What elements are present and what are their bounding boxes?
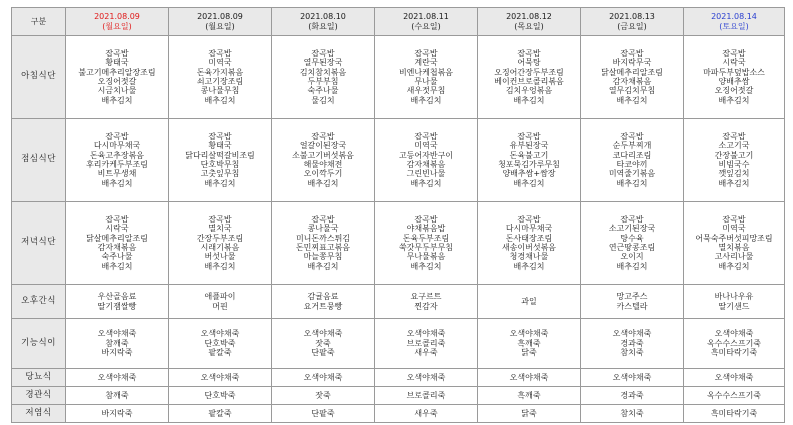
menu-item: 닭살메추리알조림 bbox=[86, 233, 148, 243]
menu-item: 배추김치 bbox=[410, 95, 442, 105]
menu-item: 멸치국 bbox=[208, 224, 232, 234]
menu-cell bbox=[684, 405, 785, 423]
menu-item: 소불고기버섯볶음 bbox=[292, 150, 354, 160]
meal-row bbox=[12, 369, 785, 387]
menu-item: 닭살메추리알조림 bbox=[601, 67, 663, 77]
menu-item: 잡곡밥 bbox=[105, 131, 129, 141]
menu-item: 흑깨죽 bbox=[517, 338, 541, 348]
menu-item: 감귤음료 bbox=[307, 292, 339, 302]
menu-item: 잡곡밥 bbox=[620, 48, 644, 58]
menu-item: 숙주나물 bbox=[307, 86, 339, 96]
day-weekday: (목요일) bbox=[514, 21, 544, 31]
menu-cell bbox=[169, 202, 272, 285]
menu-item: 배추김치 bbox=[204, 178, 236, 188]
corner-header: 구분 bbox=[12, 8, 66, 36]
menu-item: 어묵탕 bbox=[517, 58, 541, 68]
menu-cell bbox=[66, 405, 169, 423]
menu-item: 미니돈까스튀김 bbox=[295, 233, 351, 243]
menu-cell bbox=[169, 36, 272, 119]
menu-item: 비엔나케첩볶음 bbox=[398, 67, 454, 77]
menu-item: 흑미타락기죽 bbox=[710, 348, 758, 358]
menu-cell bbox=[478, 387, 581, 405]
menu-item: 무나물 bbox=[414, 77, 438, 86]
meal-row bbox=[12, 119, 785, 202]
menu-item: 오색야채죽 bbox=[97, 372, 137, 382]
menu-cell bbox=[272, 285, 375, 319]
menu-item: 배추김치 bbox=[513, 95, 545, 105]
menu-item: 코다리조림 bbox=[612, 150, 652, 160]
menu-item: 잡곡밥 bbox=[722, 214, 746, 224]
meal-type-label: 경관식 bbox=[12, 387, 66, 405]
meal-row bbox=[12, 405, 785, 423]
menu-cell bbox=[684, 36, 785, 119]
menu-cell bbox=[478, 319, 581, 369]
menu-cell bbox=[684, 119, 785, 202]
menu-item: 미역줄기볶음 bbox=[608, 169, 656, 179]
menu-item: 오징어젓갈 bbox=[97, 77, 137, 86]
menu-item: 잣죽 bbox=[315, 338, 331, 348]
menu-cell bbox=[581, 119, 684, 202]
menu-item: 마늘쫑무침 bbox=[303, 252, 343, 262]
menu-item: 소고기된장국 bbox=[608, 224, 656, 234]
menu-item: 잡곡밥 bbox=[208, 48, 232, 58]
day-weekday: (금요일) bbox=[617, 21, 647, 31]
menu-cell bbox=[478, 285, 581, 319]
menu-item: 배추김치 bbox=[101, 178, 133, 188]
menu-item: 새우죽 bbox=[414, 408, 438, 418]
menu-item: 콩나물무침 bbox=[200, 86, 240, 96]
menu-item: 오색야채죽 bbox=[714, 372, 754, 382]
menu-item: 바지락죽 bbox=[101, 408, 133, 418]
menu-item: 탕수육 bbox=[620, 233, 644, 243]
menu-item: 후리카케두부조림 bbox=[86, 160, 148, 169]
menu-item: 잡곡밥 bbox=[517, 131, 541, 141]
menu-item: 황태국 bbox=[208, 141, 232, 151]
day-weekday: (월요일) bbox=[102, 21, 132, 31]
menu-item: 배추김치 bbox=[204, 261, 236, 271]
menu-item: 배추김치 bbox=[718, 95, 750, 105]
menu-item: 흑미타락기죽 bbox=[710, 408, 758, 418]
menu-cell bbox=[478, 405, 581, 423]
day-date: 2021.08.11 bbox=[403, 11, 449, 21]
menu-item: 잡곡밥 bbox=[414, 214, 438, 224]
menu-item: 배추김치 bbox=[410, 261, 442, 271]
menu-item: 쑥갓무두부무침 bbox=[398, 243, 454, 252]
menu-cell bbox=[66, 119, 169, 202]
menu-cell bbox=[684, 319, 785, 369]
menu-item: 새송이버섯볶음 bbox=[501, 243, 557, 252]
menu-item: 마파두부덮밥소스 bbox=[703, 67, 765, 77]
menu-item: 오색야채죽 bbox=[406, 329, 446, 339]
menu-item: 오색야채죽 bbox=[612, 372, 652, 382]
menu-item: 잡곡밥 bbox=[722, 48, 746, 58]
menu-cell bbox=[272, 319, 375, 369]
menu-item: 배추김치 bbox=[718, 178, 750, 188]
menu-cell bbox=[684, 202, 785, 285]
menu-item: 경과죽 bbox=[620, 338, 644, 348]
menu-item: 다시마무채국 bbox=[93, 141, 141, 151]
menu-cell bbox=[169, 119, 272, 202]
menu-item: 배추김치 bbox=[101, 95, 133, 105]
menu-cell bbox=[66, 319, 169, 369]
menu-item: 베이컨브로콜리볶음 bbox=[494, 77, 564, 86]
menu-cell bbox=[66, 285, 169, 319]
menu-item: 황태국 bbox=[105, 58, 129, 68]
menu-cell bbox=[169, 387, 272, 405]
menu-item: 단팥죽 bbox=[311, 408, 335, 418]
menu-item: 콩나물국 bbox=[307, 224, 339, 234]
menu-item: 참깨죽 bbox=[105, 338, 129, 348]
menu-item: 열무된장국 bbox=[303, 58, 343, 68]
menu-cell bbox=[581, 369, 684, 387]
menu-cell bbox=[66, 202, 169, 285]
menu-item: 잡곡밥 bbox=[722, 131, 746, 141]
menu-item: 배추김치 bbox=[616, 261, 648, 271]
menu-cell bbox=[581, 202, 684, 285]
menu-item: 팥칼죽 bbox=[208, 408, 232, 418]
menu-cell bbox=[478, 119, 581, 202]
menu-cell bbox=[169, 369, 272, 387]
menu-item: 양배추쌈 bbox=[718, 77, 750, 86]
meal-row bbox=[12, 387, 785, 405]
menu-item: 고등어자반구이 bbox=[398, 150, 454, 160]
menu-item: 잡곡밥 bbox=[414, 131, 438, 141]
menu-item: 돈사태장조림 bbox=[505, 233, 553, 243]
menu-item: 비빔국수 bbox=[718, 160, 750, 169]
day-date: 2021.08.10 bbox=[300, 11, 346, 21]
menu-item: 새우젓무침 bbox=[406, 86, 446, 96]
menu-item: 양배추쌈+쌈장 bbox=[502, 169, 556, 179]
menu-cell bbox=[581, 387, 684, 405]
meal-type-label: 오후간식 bbox=[12, 285, 66, 319]
menu-item: 새우죽 bbox=[414, 348, 438, 358]
menu-item: 잡곡밥 bbox=[208, 214, 232, 224]
menu-cell bbox=[169, 285, 272, 319]
menu-item: 오이깍두기 bbox=[303, 169, 343, 179]
menu-item: 딸기잼쌀빵 bbox=[97, 301, 137, 311]
menu-item: 계란국 bbox=[414, 58, 438, 68]
menu-cell bbox=[66, 387, 169, 405]
menu-item: 바지락죽 bbox=[101, 348, 133, 358]
menu-item: 오색야채죽 bbox=[200, 329, 240, 339]
menu-item: 어묵숙주버섯피망조림 bbox=[695, 233, 773, 243]
menu-cell bbox=[272, 36, 375, 119]
menu-item: 잡곡밥 bbox=[517, 48, 541, 58]
menu-item: 다시마무채국 bbox=[505, 224, 553, 234]
menu-cell bbox=[684, 369, 785, 387]
menu-cell bbox=[272, 119, 375, 202]
menu-cell bbox=[375, 119, 478, 202]
menu-cell bbox=[375, 387, 478, 405]
menu-item: 우산골음료 bbox=[97, 292, 137, 302]
menu-cell bbox=[66, 369, 169, 387]
day-header-7 bbox=[684, 8, 785, 36]
menu-item: 팥칼죽 bbox=[208, 348, 232, 358]
menu-item: 배추김치 bbox=[718, 261, 750, 271]
menu-cell bbox=[375, 285, 478, 319]
day-weekday: (토요일) bbox=[719, 21, 749, 31]
menu-item: 딸기샌드 bbox=[718, 301, 750, 311]
menu-item: 브로콜리죽 bbox=[406, 338, 446, 348]
menu-item: 단호박죽 bbox=[204, 338, 236, 348]
menu-cell bbox=[272, 387, 375, 405]
menu-item: 단팥죽 bbox=[311, 348, 335, 358]
menu-item: 망고주스 bbox=[616, 292, 648, 302]
day-header-2 bbox=[169, 8, 272, 36]
menu-item: 오이지 bbox=[620, 252, 644, 262]
menu-item: 잡곡밥 bbox=[105, 48, 129, 58]
meal-row bbox=[12, 319, 785, 369]
menu-item: 불고기메추리알장조림 bbox=[78, 67, 156, 77]
menu-cell bbox=[272, 405, 375, 423]
day-weekday: (월요일) bbox=[205, 21, 235, 31]
menu-item: 고사리나물 bbox=[714, 252, 754, 262]
menu-cell bbox=[375, 36, 478, 119]
menu-item: 얼갈이된장국 bbox=[299, 141, 347, 151]
meal-type-label: 점심식단 bbox=[12, 119, 66, 202]
menu-item: 닭죽 bbox=[521, 348, 537, 358]
menu-item: 잡곡밥 bbox=[311, 48, 335, 58]
menu-item: 무나물볶음 bbox=[406, 252, 446, 262]
menu-item: 돈육가지볶음 bbox=[196, 67, 244, 77]
menu-item: 청포묵김가루무침 bbox=[498, 160, 560, 169]
meal-type-label: 당뇨식 bbox=[12, 369, 66, 387]
menu-item: 소고기국 bbox=[718, 141, 750, 151]
menu-item: 잡곡밥 bbox=[620, 214, 644, 224]
menu-table-wrapper bbox=[11, 7, 785, 423]
menu-item: 단호박무침 bbox=[200, 160, 240, 169]
menu-cell bbox=[478, 202, 581, 285]
menu-item: 두부부침 bbox=[307, 77, 339, 86]
day-date: 2021.08.09 bbox=[197, 11, 243, 21]
menu-item: 그린빈나물 bbox=[406, 169, 446, 179]
menu-item: 잡곡밥 bbox=[311, 131, 335, 141]
menu-item: 오색야채죽 bbox=[97, 329, 137, 339]
menu-item: 머핀 bbox=[212, 301, 228, 311]
menu-item: 잡곡밥 bbox=[620, 131, 644, 141]
menu-cell bbox=[375, 369, 478, 387]
menu-item: 오색야채죽 bbox=[200, 372, 240, 382]
day-header-1 bbox=[66, 8, 169, 36]
menu-item: 시래기볶음 bbox=[200, 243, 240, 252]
menu-item: 미역국 bbox=[208, 58, 232, 68]
menu-item: 찐감자 bbox=[414, 301, 438, 311]
menu-cell bbox=[272, 369, 375, 387]
day-weekday: (수요일) bbox=[411, 21, 441, 31]
menu-cell bbox=[169, 319, 272, 369]
day-date: 2021.08.14 bbox=[711, 11, 757, 21]
menu-item: 멸치볶음 bbox=[718, 243, 750, 252]
menu-item: 시락국 bbox=[105, 224, 129, 234]
meal-row bbox=[12, 36, 785, 119]
menu-item: 배추김치 bbox=[513, 261, 545, 271]
menu-item: 오색야채죽 bbox=[509, 329, 549, 339]
menu-cell bbox=[375, 405, 478, 423]
menu-cell bbox=[272, 202, 375, 285]
menu-item: 단호박죽 bbox=[204, 390, 236, 400]
menu-item: 해물야채전 bbox=[303, 160, 343, 169]
menu-cell bbox=[478, 36, 581, 119]
menu-item: 배추김치 bbox=[513, 178, 545, 188]
menu-item: 브로콜리죽 bbox=[406, 390, 446, 400]
menu-item: 비트무생채 bbox=[97, 169, 137, 179]
menu-item: 바나나우유 bbox=[714, 292, 754, 302]
menu-item: 오색야채죽 bbox=[509, 372, 549, 382]
menu-item: 닭죽 bbox=[521, 408, 537, 418]
menu-item: 김치참치볶음 bbox=[299, 67, 347, 77]
menu-cell bbox=[478, 369, 581, 387]
menu-item: 요거트뭉빵 bbox=[303, 301, 343, 311]
menu-item: 물김치 bbox=[311, 95, 335, 105]
menu-item: 미역국 bbox=[722, 224, 746, 234]
menu-item: 참치죽 bbox=[620, 408, 644, 418]
menu-item: 유부된장국 bbox=[509, 141, 549, 151]
day-weekday: (화요일) bbox=[308, 21, 338, 31]
menu-cell bbox=[581, 285, 684, 319]
menu-cell bbox=[684, 387, 785, 405]
menu-item: 요구르트 bbox=[410, 292, 442, 302]
menu-item: 간장불고기 bbox=[714, 150, 754, 160]
menu-cell bbox=[375, 202, 478, 285]
menu-cell bbox=[684, 285, 785, 319]
day-header-4 bbox=[375, 8, 478, 36]
menu-item: 잡곡밥 bbox=[311, 214, 335, 224]
menu-item: 오색야채죽 bbox=[303, 372, 343, 382]
menu-item: 오징어간장두부조림 bbox=[494, 67, 564, 77]
menu-item: 버섯나물 bbox=[204, 252, 236, 262]
menu-item: 돈육두부조림 bbox=[402, 233, 450, 243]
menu-cell bbox=[66, 36, 169, 119]
menu-item: 돈민찌표고볶음 bbox=[295, 243, 351, 252]
menu-item: 옥수수스프기죽 bbox=[706, 338, 762, 348]
menu-cell bbox=[375, 319, 478, 369]
menu-item: 배추김치 bbox=[307, 178, 339, 188]
meal-type-label: 기능식이 bbox=[12, 319, 66, 369]
day-date: 2021.08.09 bbox=[94, 11, 140, 21]
menu-item: 배추김치 bbox=[307, 261, 339, 271]
menu-item: 오색야채죽 bbox=[714, 329, 754, 339]
menu-item: 닭다리살떡갈비조림 bbox=[185, 150, 255, 160]
menu-item: 순두부찌개 bbox=[612, 141, 652, 151]
menu-item: 옥수수스프기죽 bbox=[706, 390, 762, 400]
menu-item: 배추김치 bbox=[101, 261, 133, 271]
menu-item: 김치우엉볶음 bbox=[505, 86, 553, 96]
menu-cell bbox=[581, 405, 684, 423]
menu-item: 숙주나물 bbox=[101, 252, 133, 262]
day-header-5 bbox=[478, 8, 581, 36]
menu-item: 배추김치 bbox=[410, 178, 442, 188]
menu-item: 잡곡밥 bbox=[208, 131, 232, 141]
meal-type-label: 저녁식단 bbox=[12, 202, 66, 285]
menu-item: 잣죽 bbox=[315, 390, 331, 400]
day-date: 2021.08.13 bbox=[609, 11, 655, 21]
menu-item: 감자채볶음 bbox=[97, 243, 137, 252]
day-header-3 bbox=[272, 8, 375, 36]
header-row bbox=[12, 8, 785, 36]
meal-type-label: 아침식단 bbox=[12, 36, 66, 119]
menu-item: 감자채볶음 bbox=[406, 160, 446, 169]
menu-item: 경과죽 bbox=[620, 390, 644, 400]
menu-item: 과일 bbox=[521, 296, 537, 306]
day-header-6 bbox=[581, 8, 684, 36]
meal-row bbox=[12, 285, 785, 319]
menu-item: 청경채나물 bbox=[509, 252, 549, 262]
menu-item: 돈육고추장볶음 bbox=[89, 150, 145, 160]
menu-item: 깻잎김치 bbox=[718, 169, 750, 179]
menu-item: 흑깨죽 bbox=[517, 390, 541, 400]
menu-item: 참치죽 bbox=[620, 348, 644, 358]
menu-item: 애플파이 bbox=[204, 292, 236, 302]
menu-item: 배추김치 bbox=[616, 178, 648, 188]
weekly-menu-table bbox=[11, 7, 785, 423]
menu-item: 배추김치 bbox=[204, 95, 236, 105]
menu-item: 오색야채죽 bbox=[406, 372, 446, 382]
menu-item: 야채볶음밥 bbox=[406, 224, 446, 234]
menu-item: 배추김치 bbox=[616, 95, 648, 105]
menu-item: 미역국 bbox=[414, 141, 438, 151]
menu-cell bbox=[581, 36, 684, 119]
menu-item: 돈육불고기 bbox=[509, 150, 549, 160]
menu-cell bbox=[581, 319, 684, 369]
menu-item: 고춧잎무침 bbox=[200, 169, 240, 179]
menu-item: 바지락무국 bbox=[612, 58, 652, 68]
menu-item: 쇠고기장조림 bbox=[196, 77, 244, 86]
menu-item: 잡곡밥 bbox=[105, 214, 129, 224]
menu-item: 시락국 bbox=[722, 58, 746, 68]
menu-item: 열무김치무침 bbox=[608, 86, 656, 96]
menu-item: 오색야채죽 bbox=[612, 329, 652, 339]
menu-item: 오징어젓갈 bbox=[714, 86, 754, 96]
meal-type-label: 저염식 bbox=[12, 405, 66, 423]
menu-item: 간장두부조림 bbox=[196, 233, 244, 243]
menu-item: 오색야채죽 bbox=[303, 329, 343, 339]
menu-cell bbox=[169, 405, 272, 423]
menu-item: 감자채볶음 bbox=[612, 77, 652, 86]
menu-item: 시금치나물 bbox=[97, 86, 137, 96]
menu-item: 연근땅콩조림 bbox=[608, 243, 656, 252]
day-date: 2021.08.12 bbox=[506, 11, 552, 21]
meal-row bbox=[12, 202, 785, 285]
menu-item: 카스텔라 bbox=[616, 301, 648, 311]
menu-item: 잡곡밥 bbox=[517, 214, 541, 224]
menu-item: 참깨죽 bbox=[105, 390, 129, 400]
menu-item: 타코야끼 bbox=[616, 160, 648, 169]
menu-item: 잡곡밥 bbox=[414, 48, 438, 58]
